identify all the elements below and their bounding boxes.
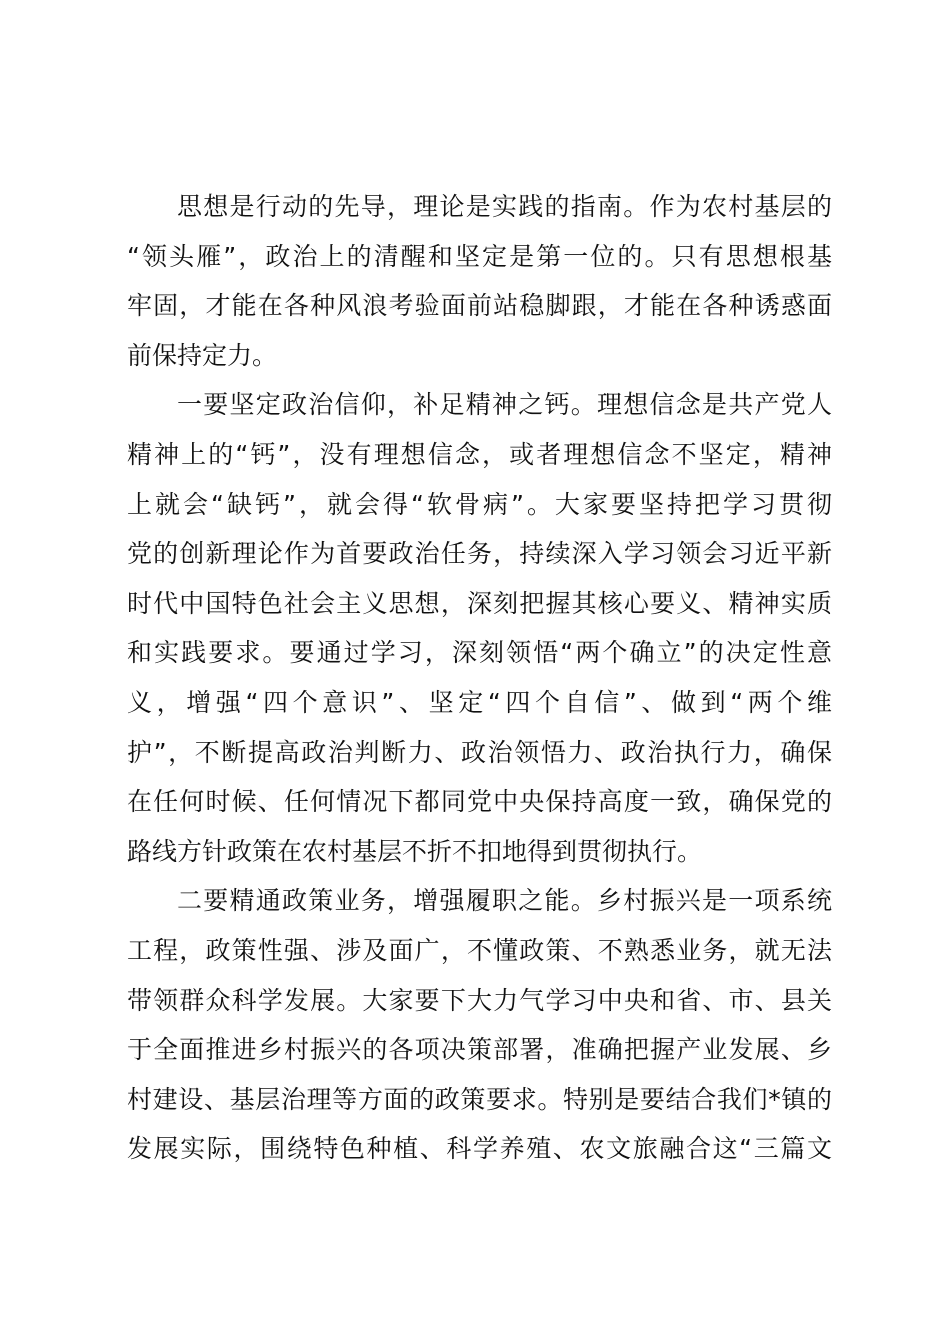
- paragraph-point-two: [127, 881, 837, 1179]
- text-line: 发展实际，围绕特色种植、科学养殖、农文旅融合这“三篇文: [127, 1134, 832, 1164]
- text-line: 二要精通政策业务，增强履职之能。乡村振兴是一项系统: [177, 886, 832, 916]
- text-line: 村建设、基层治理等方面的政策要求。特别是要结合我们*镇的: [127, 1084, 832, 1114]
- text-line: 于全面推进乡村振兴的各项决策部署，准确把握产业发展、乡: [127, 1035, 832, 1065]
- text-line: 工程，政策性强、涉及面广，不懂政策、不熟悉业务，就无法: [127, 935, 832, 965]
- paragraph-point-one: [127, 385, 837, 881]
- text-line: “领头雁”，政治上的清醒和坚定是第一位的。只有思想根基: [127, 241, 832, 271]
- text-line: 在任何时候、任何情况下都同党中央保持高度一致，确保党的: [127, 787, 832, 817]
- text-line: 牢固，才能在各种风浪考验面前站稳脚跟，才能在各种诱惑面: [127, 291, 832, 321]
- text-line: 前保持定力。: [127, 340, 278, 370]
- text-line: 精神上的“钙”，没有理想信念，或者理想信念不坚定，精神: [127, 439, 832, 469]
- text-line: 路线方针政策在农村基层不折不扣地得到贯彻执行。: [127, 836, 703, 866]
- text-line: 思想是行动的先导，理论是实践的指南。作为农村基层的: [177, 192, 832, 221]
- text-line: 党的创新理论作为首要政治任务，持续深入学习领会习近平新: [127, 539, 832, 569]
- text-line: 义，增强“四个意识”、坚定“四个自信”、做到“两个维: [127, 687, 832, 717]
- text-line: 护”，不断提高政治判断力、政治领悟力、政治执行力，确保: [127, 737, 832, 767]
- text-line: 上就会“缺钙”，就会得“软骨病”。大家要坚持把学习贯彻: [127, 489, 832, 519]
- document-page: [127, 187, 837, 1179]
- text-line: 时代中国特色社会主义思想，深刻把握其核心要义、精神实质: [127, 588, 832, 618]
- text-line: 和实践要求。要通过学习，深刻领悟“两个确立”的决定性意: [127, 638, 832, 668]
- text-line: 一要坚定政治信仰，补足精神之钙。理想信念是共产党人: [177, 390, 832, 420]
- text-line: 带领群众科学发展。大家要下大力气学习中央和省、市、县关: [127, 985, 832, 1015]
- paragraph-intro: [127, 187, 837, 385]
